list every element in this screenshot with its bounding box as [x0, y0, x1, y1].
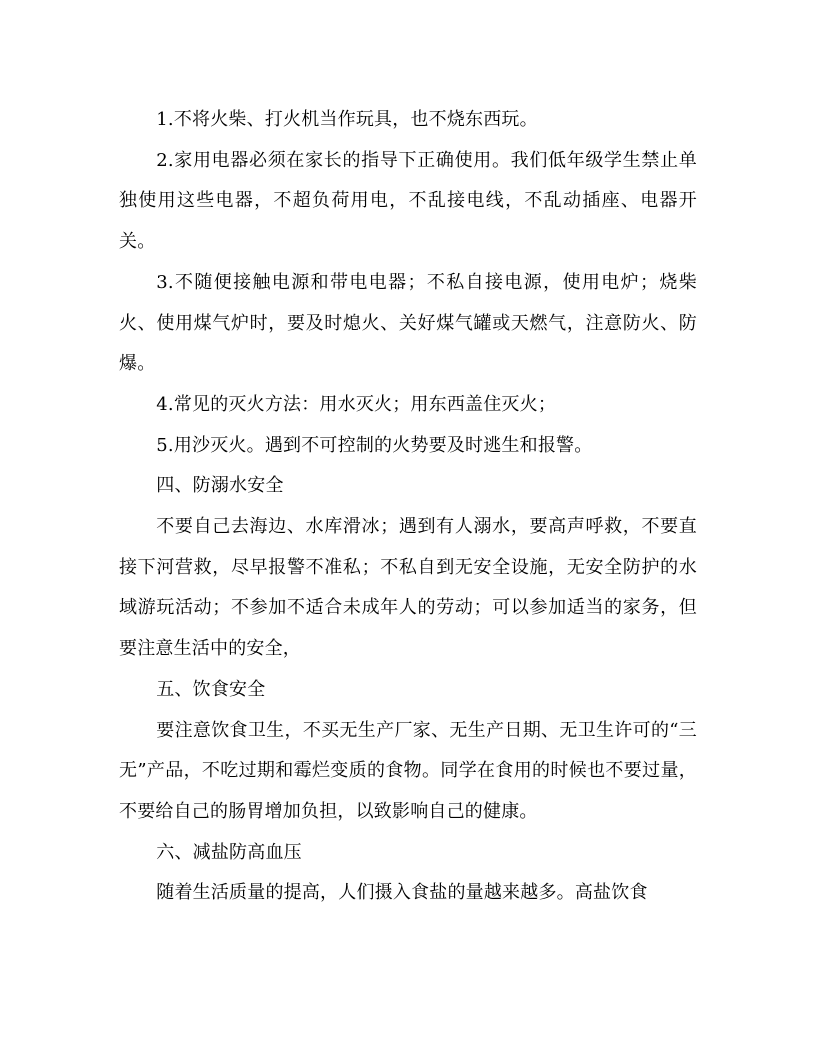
fire-rule-4: 4.常见的灭火方法：用水灭火；用东西盖住灭火； [156, 393, 557, 415]
section-heading-drowning: 四、防溺水安全 [156, 475, 284, 497]
drowning-safety-paragraph: 不要自己去海边、水库滑冰；遇到有人溺水，要高声呼救，不要直接下河营救，尽早报警不准私；不私自到无安全设施，无安全防护的水域游玩活动；不参加不适合未成年人的劳动；可以参加适当的家务，但要注意生活中的安全， [119, 516, 697, 660]
fire-rule-3: 3.不随便接触电源和带电电器；不私自接电源，使用电炉；烧柴火、使用煤气炉时，要及时熄火、关好煤气罐或天燃气，注意防火、防爆。 [119, 271, 697, 375]
fire-rule-2: 2.家用电器必须在家长的指导下正确使用。我们低年级学生禁止单独使用这些电器，不超负荷用电，不乱接电线，不乱动插座、电器开关。 [119, 149, 697, 253]
fire-rule-5: 5.用沙灭火。遇到不可控制的火势要及时逃生和报警。 [156, 434, 593, 456]
fire-rule-1: 1.不将火柴、打火机当作玩具，也不烧东西玩。 [156, 109, 538, 130]
salt-paragraph: 随着生活质量的提高，人们摄入食盐的量越来越多。高盐饮食 [156, 882, 648, 904]
section-heading-salt: 六、减盐防高血压 [156, 841, 302, 863]
food-safety-paragraph: 要注意饮食卫生，不买无生产厂家、无生产日期、无卫生许可的“三无”产品，不吃过期和霉烂变质的食物。同学在食用的时候也不要过量，不要给自己的肠胃增加负担，以致影响自己的健康。 [119, 719, 697, 822]
document-body [119, 100, 697, 914]
section-heading-food: 五、饮食安全 [156, 678, 266, 700]
